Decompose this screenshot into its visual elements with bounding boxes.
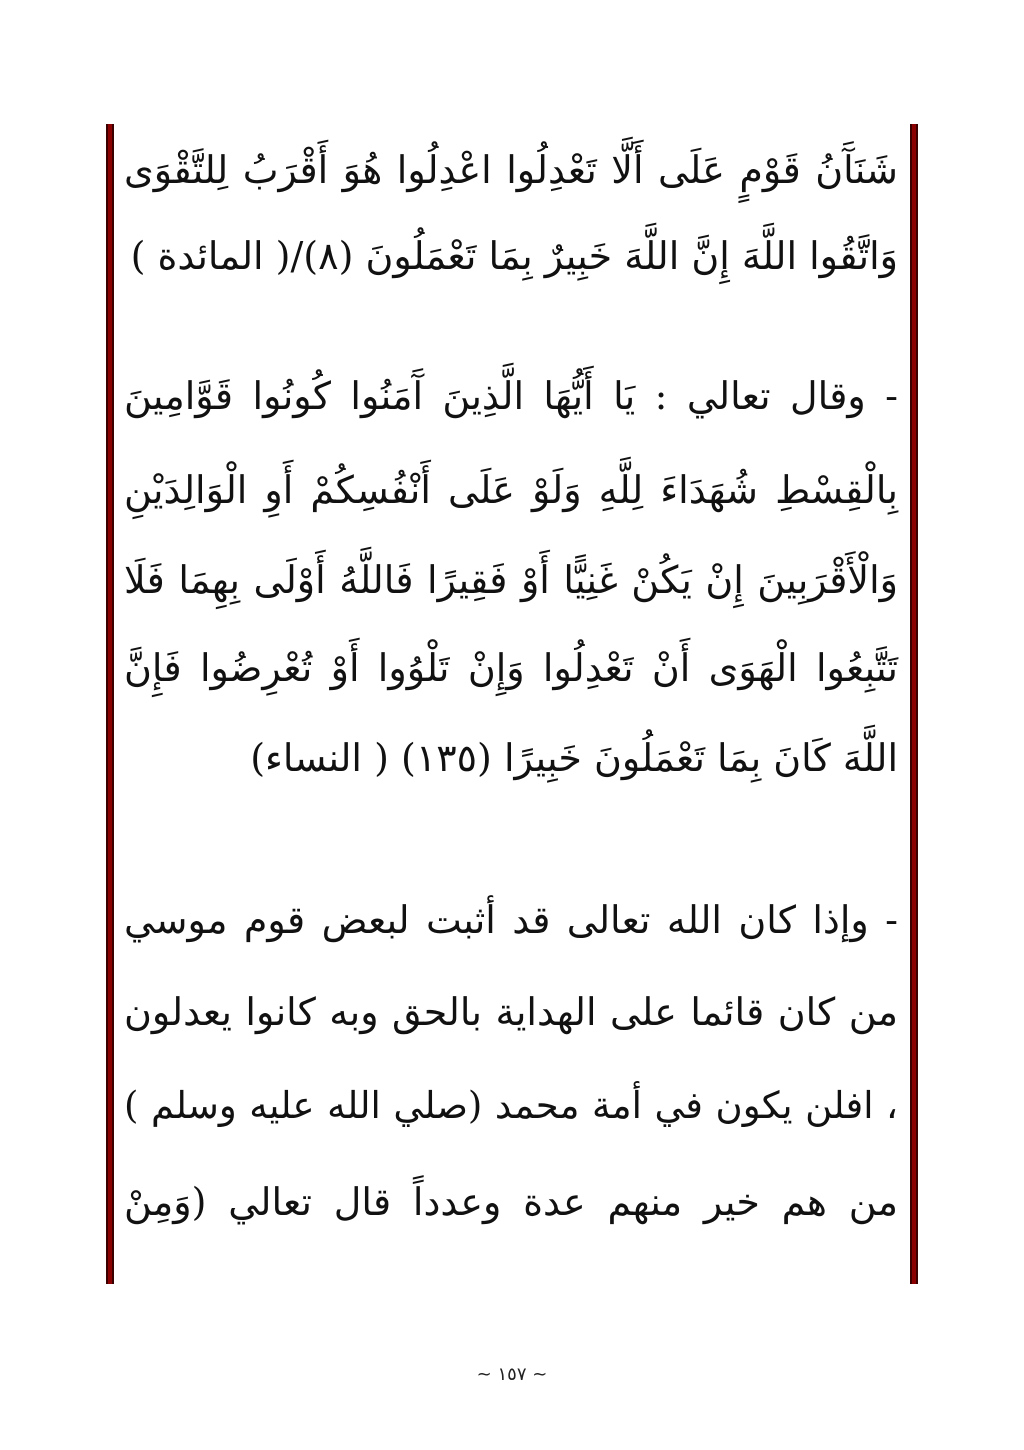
text-line: تَتَّبِعُوا الْهَوَى أَنْ تَعْدِلُوا وَإِنْ تَلْوُوا أَوْ تُعْرِضُوا فَإِنَّ bbox=[124, 646, 898, 690]
text-line: ، افلن يكون في أمة محمد (صلي الله عليه وسلم ) bbox=[124, 1084, 898, 1127]
text-line: وَالْأَقْرَبِينَ إِنْ يَكُنْ غَنِيًّا أَوْ فَقِيرًا فَاللَّهُ أَوْلَى بِهِمَا فَلَا bbox=[124, 558, 898, 602]
text-line: وَاتَّقُوا اللَّهَ إِنَّ اللَّهَ خَبِيرٌ بِمَا تَعْمَلُونَ (٨)/( المائدة ) bbox=[130, 234, 898, 278]
text-line: - وقال تعالي : يَا أَيُّهَا الَّذِينَ آَمَنُوا كُونُوا قَوَّامِينَ bbox=[124, 374, 898, 418]
right-border-bar bbox=[910, 124, 918, 1284]
left-border-bar bbox=[106, 124, 114, 1284]
text-line: بِالْقِسْطِ شُهَدَاءَ لِلَّهِ وَلَوْ عَلَى أَنْفُسِكُمْ أَوِ الْوَالِدَيْنِ bbox=[124, 468, 898, 512]
page-number: ~ ١٥٧ ~ bbox=[476, 1364, 548, 1385]
text-line: من كان قائما على الهداية بالحق وبه كانوا يعدلون bbox=[124, 990, 898, 1034]
text-line: شَنَآَنُ قَوْمٍ عَلَى أَلَّا تَعْدِلُوا اعْدِلُوا هُوَ أَقْرَبُ لِلتَّقْوَى bbox=[124, 148, 898, 192]
text-body bbox=[118, 128, 904, 1278]
text-line: اللَّهَ كَانَ بِمَا تَعْمَلُونَ خَبِيرًا (١٣٥) ( النساء) bbox=[250, 736, 898, 780]
text-line: من هم خير منهم عدة وعدداً قال تعالي (وَمِنْ bbox=[124, 1180, 898, 1224]
text-line: - وإذا كان الله تعالى قد أثبت لبعض قوم موسي bbox=[124, 898, 898, 942]
